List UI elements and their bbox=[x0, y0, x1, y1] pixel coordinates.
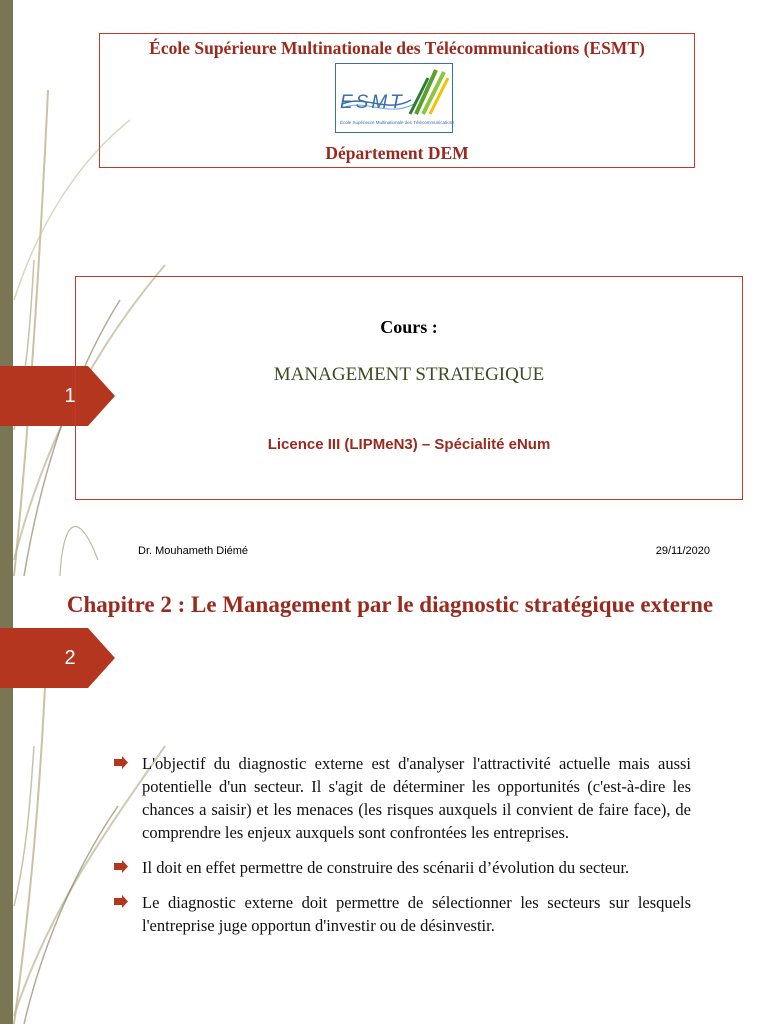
esmt-logo bbox=[335, 63, 453, 133]
bullet-text: Il doit en effet permettre de construire des scénarii d’évolution du secteur. bbox=[142, 858, 630, 877]
course-info-box bbox=[75, 276, 743, 500]
slide-number: 1 bbox=[64, 385, 76, 407]
bullet-text: Le diagnostic externe doit permettre de sélectionner les secteurs sur lesquels l'entreprise juge opportun d'investir ou de désinvestir. bbox=[142, 893, 691, 935]
bullet-text: L'objectif du diagnostic externe est d'analyser l'attractivité actuelle mais aussi potentielle d'un secteur. Il s'agit de déterminer les opportunités (c'est-à-dire les chances a saisir) et les menaces (les risques auxquels il convient de faire face), de comprendre les enjeux auxquels sont confrontées les entreprises. bbox=[142, 754, 691, 842]
school-header-box bbox=[99, 33, 695, 168]
slide-number-tag bbox=[0, 628, 115, 688]
department-name: Département DEM bbox=[325, 143, 469, 163]
bullet-item bbox=[142, 891, 691, 937]
chapter-title: Chapitre 2 : Le Management par le diagnostic stratégique externe bbox=[66, 592, 714, 617]
arrow-bullet-icon bbox=[114, 895, 128, 908]
bullet-item bbox=[142, 752, 691, 844]
author-name: Dr. Mouhameth Diémé bbox=[138, 545, 249, 557]
slide-2 bbox=[0, 576, 768, 1024]
bullet-item bbox=[142, 856, 691, 879]
school-name: École Supérieure Multinationale des Télécommunications (ESMT) bbox=[149, 38, 645, 58]
logo-text: ESMT bbox=[340, 92, 405, 113]
course-label: Cours : bbox=[380, 317, 438, 337]
arrow-bullet-icon bbox=[114, 756, 128, 769]
slide-number: 2 bbox=[64, 647, 76, 669]
slide-date: 29/11/2020 bbox=[655, 545, 710, 557]
bullet-list bbox=[142, 752, 691, 949]
arrow-bullet-icon bbox=[114, 860, 128, 873]
course-title: MANAGEMENT STRATEGIQUE bbox=[273, 364, 545, 385]
logo-subtext: École Supérieure Multinationale des Télécommunications bbox=[340, 120, 455, 125]
program-name: Licence III (LIPMeN3) – Spécialité eNum bbox=[267, 436, 551, 453]
